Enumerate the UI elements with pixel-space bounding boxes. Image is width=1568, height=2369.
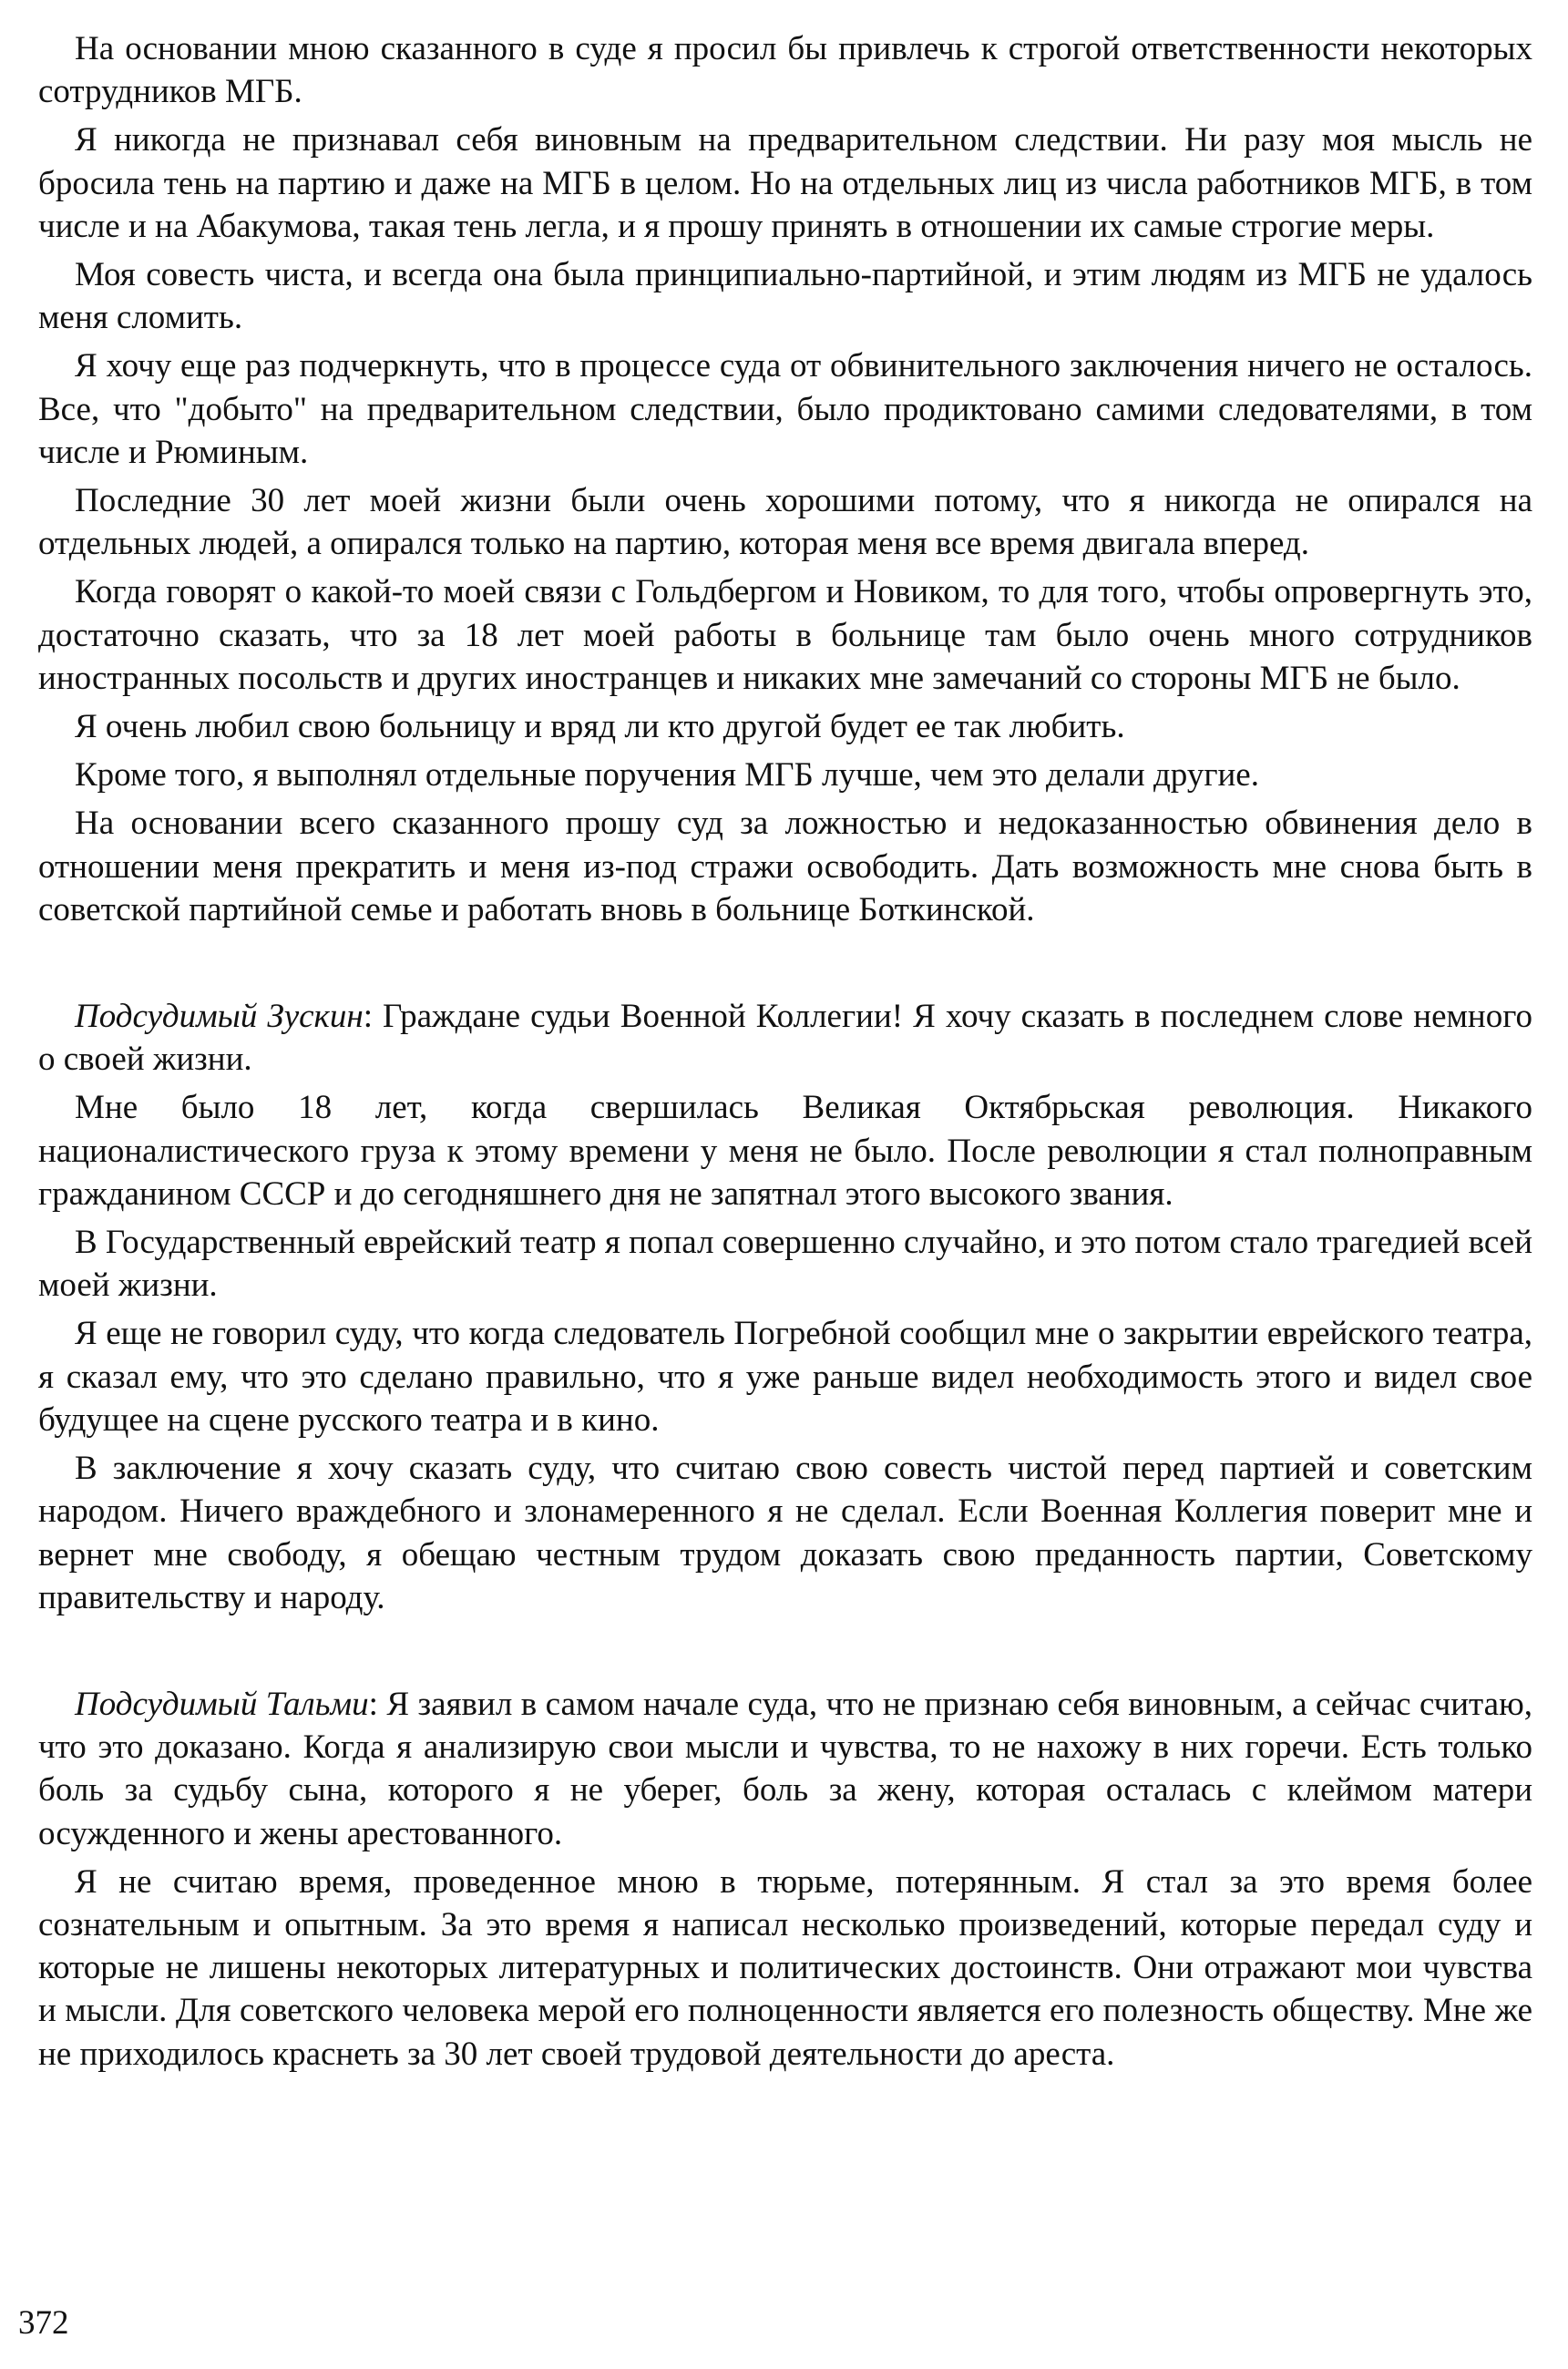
section-gap <box>38 1625 1532 1683</box>
speaker-name: Подсудимый Зускин <box>75 998 364 1036</box>
paragraph: На основании мною сказанного в суде я просил бы привлечь к строгой ответственности некоторых сотрудников МГБ. <box>38 30 1532 111</box>
paragraph: В заключение я хочу сказать суду, что считаю свою совесть чистой перед партией и советским народом. Ничего враждебного и злонамеренного я не сделал. Если Военная Коллегия поверит мне и вернет мне свободу, я обещаю честным трудом доказать свою преданность партии, Советскому правительству и народу. <box>38 1450 1532 1616</box>
paragraph: Последние 30 лет моей жизни были очень хорошими потому, что я никогда не опирался на отдельных людей, а опирался только на партию, которая меня все время двигала вперед. <box>38 482 1532 563</box>
page-number: 372 <box>18 2304 69 2342</box>
paragraph: Кроме того, я выполнял отдельные поручения МГБ лучше, чем это делали другие. <box>75 756 1259 795</box>
paragraph: Я хочу еще раз подчеркнуть, что в процессе суда от обвинительного заключения ничего не осталось. Все, что "добыто" на предварительном следствии, было продиктовано самими следователями, в том числе и Рюминым. <box>38 347 1532 471</box>
speaker-paragraph <box>38 995 1532 1081</box>
section-1 <box>38 27 1532 931</box>
paragraph: Я не считаю время, проведенное мною в тюрьме, потерянным. Я стал за это время более сознательным и опытным. За это время я написал несколько произведений, которые передал суду и которые не лишены некоторых литературных и политических достоинств. Они отражают мои чувства и мысли. Для советского человека мерой его полноценности является его полезность обществу. Мне же не приходилось краснеть за 30 лет своей трудовой деятельности до ареста. <box>38 1862 1532 2073</box>
paragraph: Я очень любил свою больницу и вряд ли кто другой будет ее так любить. <box>75 708 1125 746</box>
section-gap <box>38 937 1532 995</box>
speaker-text: : Граждане судьи Военной Коллегии! Я хочу сказать в последнем слове немного о своей жизни. <box>38 998 1532 1079</box>
page-body <box>38 27 1532 2081</box>
paragraph: В Государственный еврейский театр я попал совершенно случайно, и это потом стало трагедией всей моей жизни. <box>38 1224 1533 1305</box>
paragraph: Я никогда не признавал себя виновным на предварительном следствии. Ни разу моя мысль не бросила тень на партию и даже на МГБ в целом. Но на отдельных лиц из числа работников МГБ, в том числе и на Абакумова, такая тень легла, и я прошу принять в отношении их самые строгие меры. <box>38 121 1532 245</box>
paragraph: Я еще не говорил суду, что когда следователь Погребной сообщил мне о закрытии еврейского театра, я сказал ему, что это сделано правильно, что я уже раньше видел необходимость этого и видел свое будущее на сцене русского театра и в кино. <box>38 1315 1532 1439</box>
paragraph: Мне было 18 лет, когда свершилась Великая Октябрьская революция. Никакого националистического груза к этому времени у меня не было. После революции я стал полноправным гражданином СССР и до сегодняшнего дня не запятнал этого высокого звания. <box>38 1089 1532 1213</box>
speaker-name: Подсудимый Тальми <box>75 1685 369 1723</box>
speaker-paragraph <box>38 1683 1532 1855</box>
speaker-text: : Я заявил в самом начале суда, что не признаю себя виновным, а сейчас считаю, что это доказано. Когда я анализирую свои мысли и чувства, то не нахожу в них горечи. Есть только боль за судьбу сына, которого я не уберег, боль за жену, которая осталась с клеймом матери осужденного и жены арестованного. <box>38 1685 1532 1852</box>
paragraph: Когда говорят о какой-то моей связи с Гольдбергом и Новиком, то для того, чтобы опровергнуть это, достаточно сказать, что за 18 лет моей работы в больнице там было очень много сотрудников иностранных посольств и других иностранцев и никаких мне замечаний со стороны МГБ не было. <box>38 573 1532 697</box>
paragraph: На основании всего сказанного прошу суд за ложностью и недоказанностью обвинения дело в отношении меня прекратить и меня из-под стражи освободить. Дать возможность мне снова быть в советской партийной семье и работать вновь в больнице Боткинской. <box>38 805 1532 928</box>
paragraph: Моя совесть чиста, и всегда она была принципиально-партийной, и этим людям из МГБ не удалось меня сломить. <box>38 256 1532 337</box>
section-2 <box>38 995 1532 1619</box>
section-3 <box>38 1683 1532 2076</box>
